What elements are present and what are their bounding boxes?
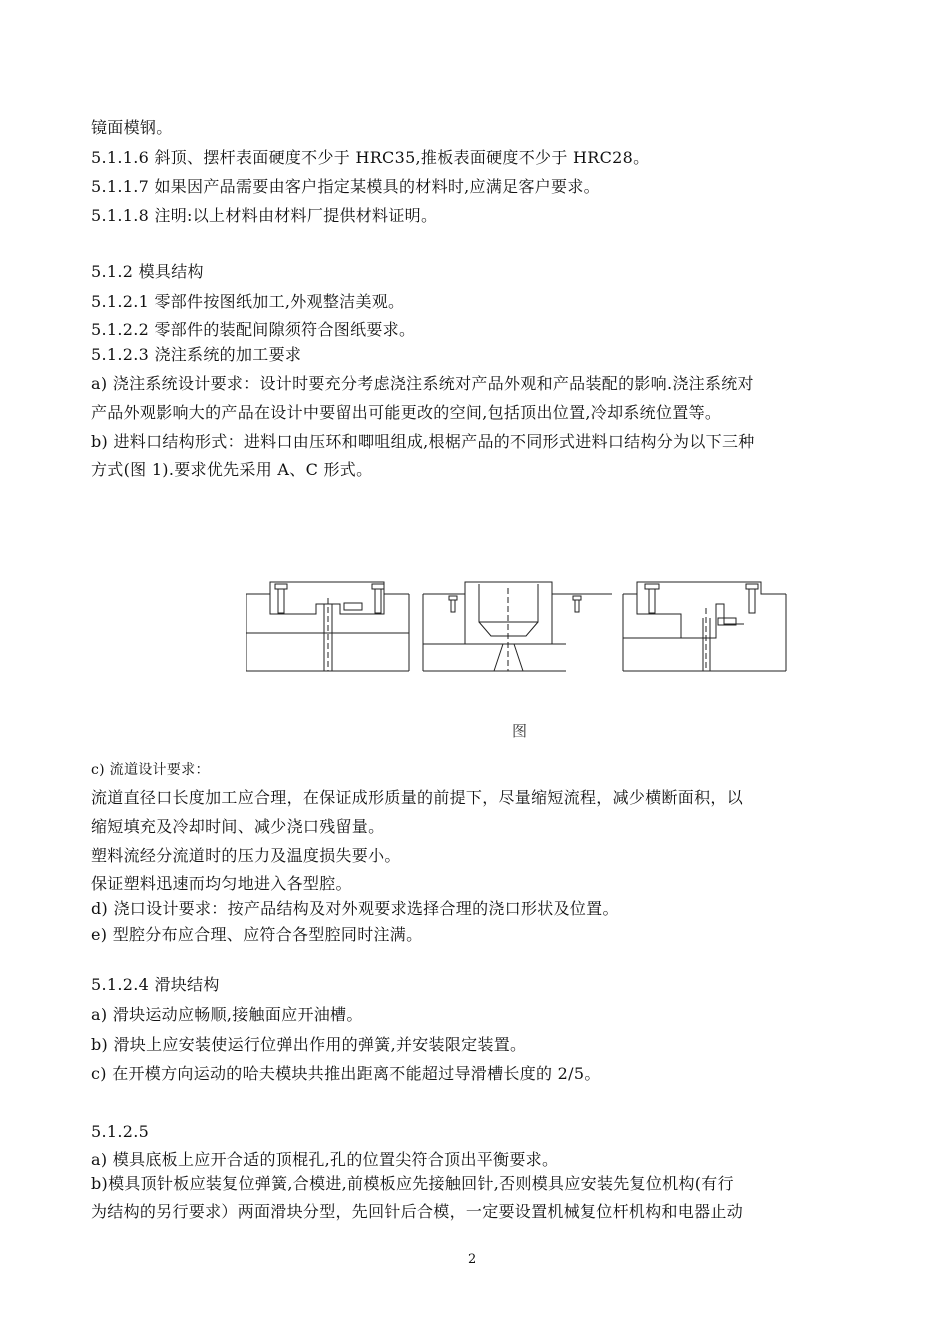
text-line: 缩短填充及冷却时间、减少浇口残留量。 bbox=[91, 817, 385, 836]
text-line: b) 滑块上应安装使运行位弹出作用的弹簧,并安装限定装置。 bbox=[91, 1035, 527, 1054]
section-heading: 5.1.2.4 滑块结构 bbox=[91, 975, 220, 994]
text-line: 5.1.1.8 注明:以上材料由材料厂提供材料证明。 bbox=[91, 206, 438, 225]
text-line: 5.1.1.7 如果因产品需要由客户指定某模具的材料时,应满足客户要求。 bbox=[91, 177, 600, 196]
figure-caption: 图 bbox=[512, 722, 528, 740]
text-line: a) 浇注系统设计要求：设计时要充分考虑浇注系统对产品外观和产品装配的影响.浇注系统对 bbox=[91, 374, 754, 393]
text-line: 5.1.2.3 浇注系统的加工要求 bbox=[91, 345, 302, 364]
text-line: c) 流道设计要求： bbox=[91, 762, 210, 778]
text-line: 镜面模钢。 bbox=[91, 118, 173, 137]
text-line: a) 滑块运动应畅顺,接触面应开油槽。 bbox=[91, 1005, 363, 1024]
text-line: 5.1.2.1 零部件按图纸加工,外观整洁美观。 bbox=[91, 292, 405, 311]
text-line: 塑料流经分流道时的压力及温度损失要小。 bbox=[91, 846, 401, 865]
figure-panel-a bbox=[246, 582, 409, 671]
text-line: 5.1.2.2 零部件的装配间隙须符合图纸要求。 bbox=[91, 320, 416, 339]
text-line: d) 浇口设计要求：按产品结构及对外观要求选择合理的浇口形状及位置。 bbox=[91, 899, 619, 918]
text-line: b) 进料口结构形式：进料口由压环和唧咀组成,根椐产品的不同形式进料口结构分为以下三种 bbox=[91, 432, 755, 451]
section-heading: 5.1.2 模具结构 bbox=[91, 262, 204, 281]
text-line: 保证塑料迅速而均匀地进入各型腔。 bbox=[91, 874, 352, 893]
text-line: e) 型腔分布应合理、应符合各型腔同时注满。 bbox=[91, 925, 423, 944]
text-line: b)模具顶针板应装复位弹簧,合模进,前模板应先接触回针,否则模具应安装先复位机构(有行 bbox=[91, 1174, 734, 1193]
text-line: c) 在开模方向运动的哈夫模块共推出距离不能超过导滑槽长度的 2/5。 bbox=[91, 1064, 601, 1083]
text-line: 方式(图 1).要求优先采用 A、C 形式。 bbox=[91, 460, 373, 479]
page-number: 2 bbox=[468, 1252, 477, 1267]
text-line: 5.1.1.6 斜顶、摆杆表面硬度不少于 HRC35,推板表面硬度不少于 HRC28。 bbox=[91, 148, 650, 167]
gate-structure-figure bbox=[246, 578, 788, 678]
figure-panel-c bbox=[623, 582, 786, 671]
figure-panel-b bbox=[423, 582, 612, 671]
text-line: 产品外观影响大的产品在设计中要留出可能更改的空间,包括顶出位置,冷却系统位置等。 bbox=[91, 403, 722, 422]
text-line: 流道直径口长度加工应合理，在保证成形质量的前提下，尽量缩短流程，减少横断面积，以 bbox=[91, 788, 744, 807]
section-heading: 5.1.2.5 bbox=[91, 1122, 150, 1141]
text-line: 为结构的另行要求）两面滑块分型，先回针后合模，一定要设置机械复位杆机构和电器止动 bbox=[91, 1202, 744, 1221]
text-line: a) 模具底板上应开合适的顶棍孔,孔的位置尖符合顶出平衡要求。 bbox=[91, 1150, 559, 1169]
